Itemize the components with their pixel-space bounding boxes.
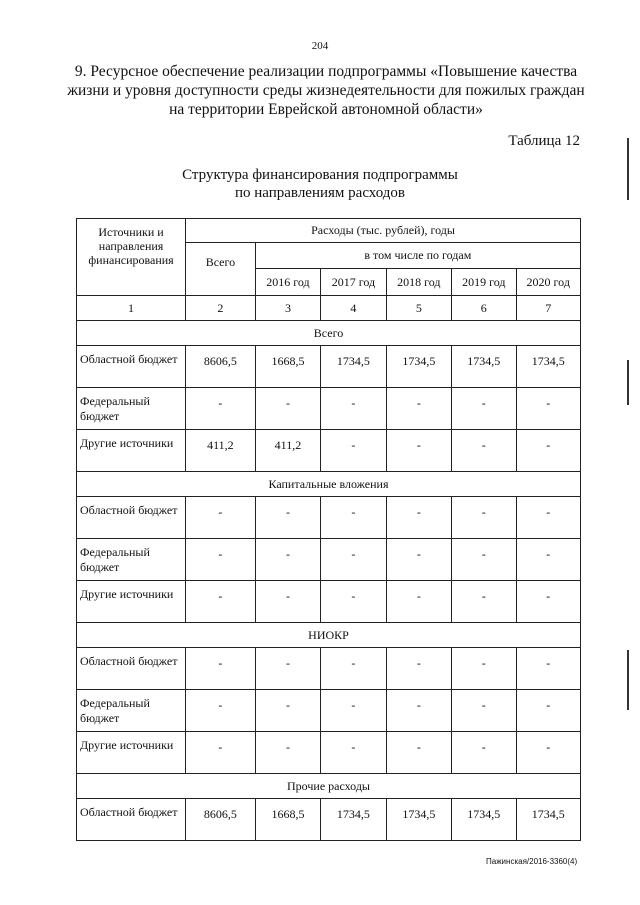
value-cell: -: [255, 497, 320, 539]
value-cell: -: [321, 690, 386, 732]
value-cell: -: [516, 497, 581, 539]
value-cell: 1734,5: [386, 799, 451, 841]
value-cell: 1734,5: [321, 346, 386, 388]
caption-line-2: по направлениям расходов: [234, 185, 405, 201]
value-cell: -: [255, 539, 320, 581]
table-row: [77, 690, 581, 732]
value-cell: -: [516, 648, 581, 690]
value-cell: -: [321, 430, 386, 472]
value-cell: 8606,5: [186, 346, 256, 388]
value-cell: -: [452, 539, 516, 581]
table-row: [77, 430, 581, 472]
column-number: 5: [386, 296, 451, 321]
value-cell: -: [516, 581, 581, 623]
value-cell: -: [516, 732, 581, 774]
value-cell: -: [186, 648, 256, 690]
value-cell: -: [186, 690, 256, 732]
value-cell: -: [386, 690, 451, 732]
value-cell: -: [255, 690, 320, 732]
table-row: [77, 388, 581, 430]
column-number: 4: [321, 296, 386, 321]
table-caption: [0, 166, 640, 202]
value-cell: -: [186, 732, 256, 774]
value-cell: 411,2: [186, 430, 256, 472]
header-year: 2017 год: [321, 269, 386, 296]
row-label: Другие источники: [77, 581, 186, 623]
table-row: [77, 539, 581, 581]
column-number: 1: [77, 296, 186, 321]
header-year: 2018 год: [386, 269, 451, 296]
scan-edge-mark: [627, 650, 629, 710]
value-cell: -: [452, 690, 516, 732]
value-cell: -: [255, 648, 320, 690]
value-cell: 1734,5: [386, 346, 451, 388]
value-cell: -: [516, 430, 581, 472]
value-cell: -: [452, 581, 516, 623]
value-cell: -: [386, 388, 451, 430]
column-number: 3: [255, 296, 320, 321]
table-row: [77, 346, 581, 388]
header-year: 2016 год: [255, 269, 320, 296]
value-cell: 8606,5: [186, 799, 256, 841]
table-row: [77, 648, 581, 690]
row-label: Областной бюджет: [77, 346, 186, 388]
section-row: [77, 623, 581, 648]
table-row: [77, 497, 581, 539]
value-cell: -: [321, 581, 386, 623]
section-heading: 9. Ресурсное обеспечение реализации подпрограммы «Повышение качества жизни и уровня доступности среды жизнедеятельности для пожилых граждан на территории Еврейской автономной области»: [67, 63, 585, 118]
value-cell: 1734,5: [516, 799, 581, 841]
row-label: Областной бюджет: [77, 799, 186, 841]
value-cell: -: [321, 497, 386, 539]
value-cell: 1734,5: [321, 799, 386, 841]
header-expenses: Расходы (тыс. рублей), годы: [186, 219, 581, 243]
value-cell: -: [516, 690, 581, 732]
row-label: Областной бюджет: [77, 497, 186, 539]
caption-line-1: Структура финансирования подпрограммы: [182, 167, 458, 183]
column-number: 6: [452, 296, 516, 321]
table-label: Таблица 12: [508, 133, 580, 149]
section-title: Капитальные вложения: [77, 472, 581, 497]
value-cell: -: [516, 388, 581, 430]
table-row: [77, 732, 581, 774]
value-cell: -: [186, 497, 256, 539]
section-row: [77, 774, 581, 799]
column-number: 2: [186, 296, 256, 321]
header-total: Всего: [186, 243, 256, 296]
row-label: Федеральный бюджет: [77, 690, 186, 732]
value-cell: -: [255, 388, 320, 430]
table-row: [77, 581, 581, 623]
value-cell: -: [386, 732, 451, 774]
header-year: 2019 год: [452, 269, 516, 296]
value-cell: -: [321, 648, 386, 690]
header-source: Источники и направления финансирования: [77, 219, 186, 296]
header-by-years: в том числе по годам: [255, 243, 580, 269]
value-cell: -: [386, 581, 451, 623]
scan-edge-mark: [627, 138, 629, 200]
value-cell: -: [321, 732, 386, 774]
section-row: [77, 472, 581, 497]
scan-edge-mark: [627, 360, 629, 405]
row-label: Другие источники: [77, 430, 186, 472]
row-label: Областной бюджет: [77, 648, 186, 690]
table-row: [77, 799, 581, 841]
value-cell: -: [321, 388, 386, 430]
value-cell: -: [255, 732, 320, 774]
section-title: Прочие расходы: [77, 774, 581, 799]
value-cell: -: [386, 430, 451, 472]
value-cell: -: [386, 539, 451, 581]
value-cell: 1734,5: [452, 346, 516, 388]
value-cell: -: [321, 539, 386, 581]
value-cell: 1734,5: [452, 799, 516, 841]
value-cell: -: [452, 648, 516, 690]
section-row: [77, 321, 581, 346]
value-cell: 1668,5: [255, 799, 320, 841]
financing-table: [76, 218, 581, 841]
header-year: 2020 год: [516, 269, 581, 296]
value-cell: -: [186, 539, 256, 581]
row-label: Федеральный бюджет: [77, 539, 186, 581]
value-cell: -: [255, 581, 320, 623]
footer-stamp: Пажинская/2016-3360(4): [486, 857, 578, 866]
value-cell: -: [386, 648, 451, 690]
value-cell: -: [452, 732, 516, 774]
section-title: НИОКР: [77, 623, 581, 648]
value-cell: 1734,5: [516, 346, 581, 388]
value-cell: -: [452, 497, 516, 539]
value-cell: -: [386, 497, 451, 539]
value-cell: -: [516, 539, 581, 581]
value-cell: -: [452, 388, 516, 430]
value-cell: 1668,5: [255, 346, 320, 388]
page-number: 204: [311, 40, 329, 52]
section-title: Всего: [77, 321, 581, 346]
value-cell: 411,2: [255, 430, 320, 472]
value-cell: -: [186, 388, 256, 430]
column-number: 7: [516, 296, 581, 321]
value-cell: -: [186, 581, 256, 623]
value-cell: -: [452, 430, 516, 472]
row-label: Федеральный бюджет: [77, 388, 186, 430]
row-label: Другие источники: [77, 732, 186, 774]
